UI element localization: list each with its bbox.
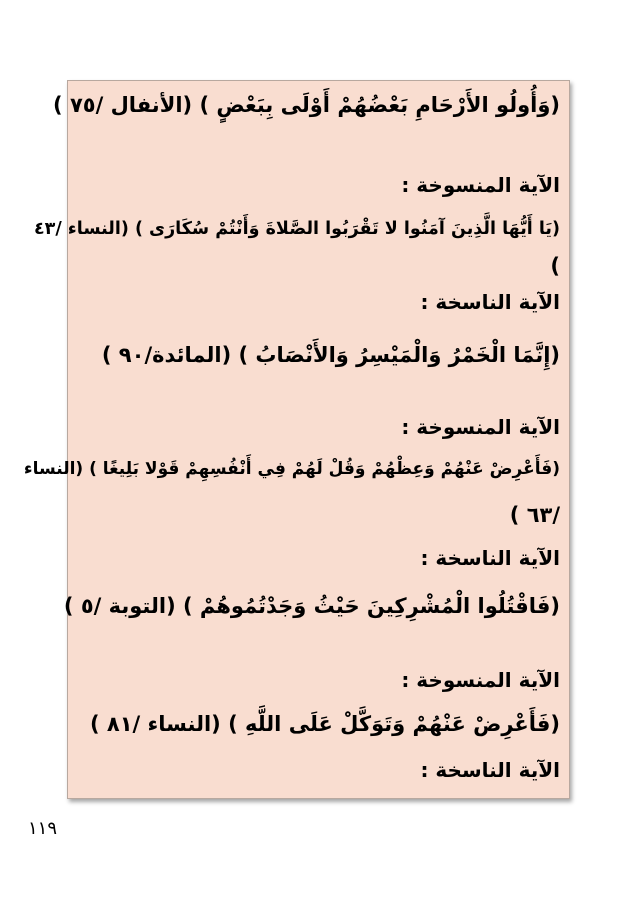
heading-abrogating-2: الآية الناسخة : (420, 546, 560, 570)
verse-maidah-90: (إِنَّمَا الْخَمْرُ وَالْمَيْسِرُ وَالأَنْصَابُ ) (المائدة/٩٠ ) (101, 343, 560, 367)
heading-abrogated-2: الآية المنسوخة : (401, 415, 560, 439)
verse-nisa-43: (يَا أَيُّهَا الَّذِينَ آمَنُوا لا تَقْرَبُوا الصَّلاةَ وَأَنْتُمْ سُكَارَى ) (النساء /٤٣ (33, 219, 560, 239)
verse-nisa-63: (فَأَعْرِضْ عَنْهُمْ وَعِظْهُمْ وَقُلْ لَهُمْ فِي أَنْفُسِهِمْ قَوْلا بَلِيغًا ) (النساء (23, 459, 560, 479)
heading-abrogating-1: الآية الناسخة : (420, 290, 560, 314)
verse-tawbah-5: (فَاقْتُلُوا الْمُشْرِكِينَ حَيْثُ وَجَدْتُمُوهُمْ ) (التوبة /٥ ) (63, 594, 560, 618)
verse-nisa-43-continuation: ) (550, 254, 560, 278)
verse-nisa-63-continuation: /٦٣ ) (509, 503, 560, 527)
page-number: ١١٩ (28, 818, 58, 839)
heading-abrogated-1: الآية المنسوخة : (401, 173, 560, 197)
verse-nisa-81: (فَأَعْرِضْ عَنْهُمْ وَتَوَكَّلْ عَلَى اللَّهِ ) (النساء /٨١ ) (89, 712, 560, 736)
heading-abrogating-3: الآية الناسخة : (420, 758, 560, 782)
verse-anfal-75: (وَأُولُو الأَرْحَامِ بَعْضُهُمْ أَوْلَى بِبَعْضٍ ) (الأنفال /٧٥ ) (53, 93, 560, 117)
heading-abrogated-3: الآية المنسوخة : (401, 668, 560, 692)
